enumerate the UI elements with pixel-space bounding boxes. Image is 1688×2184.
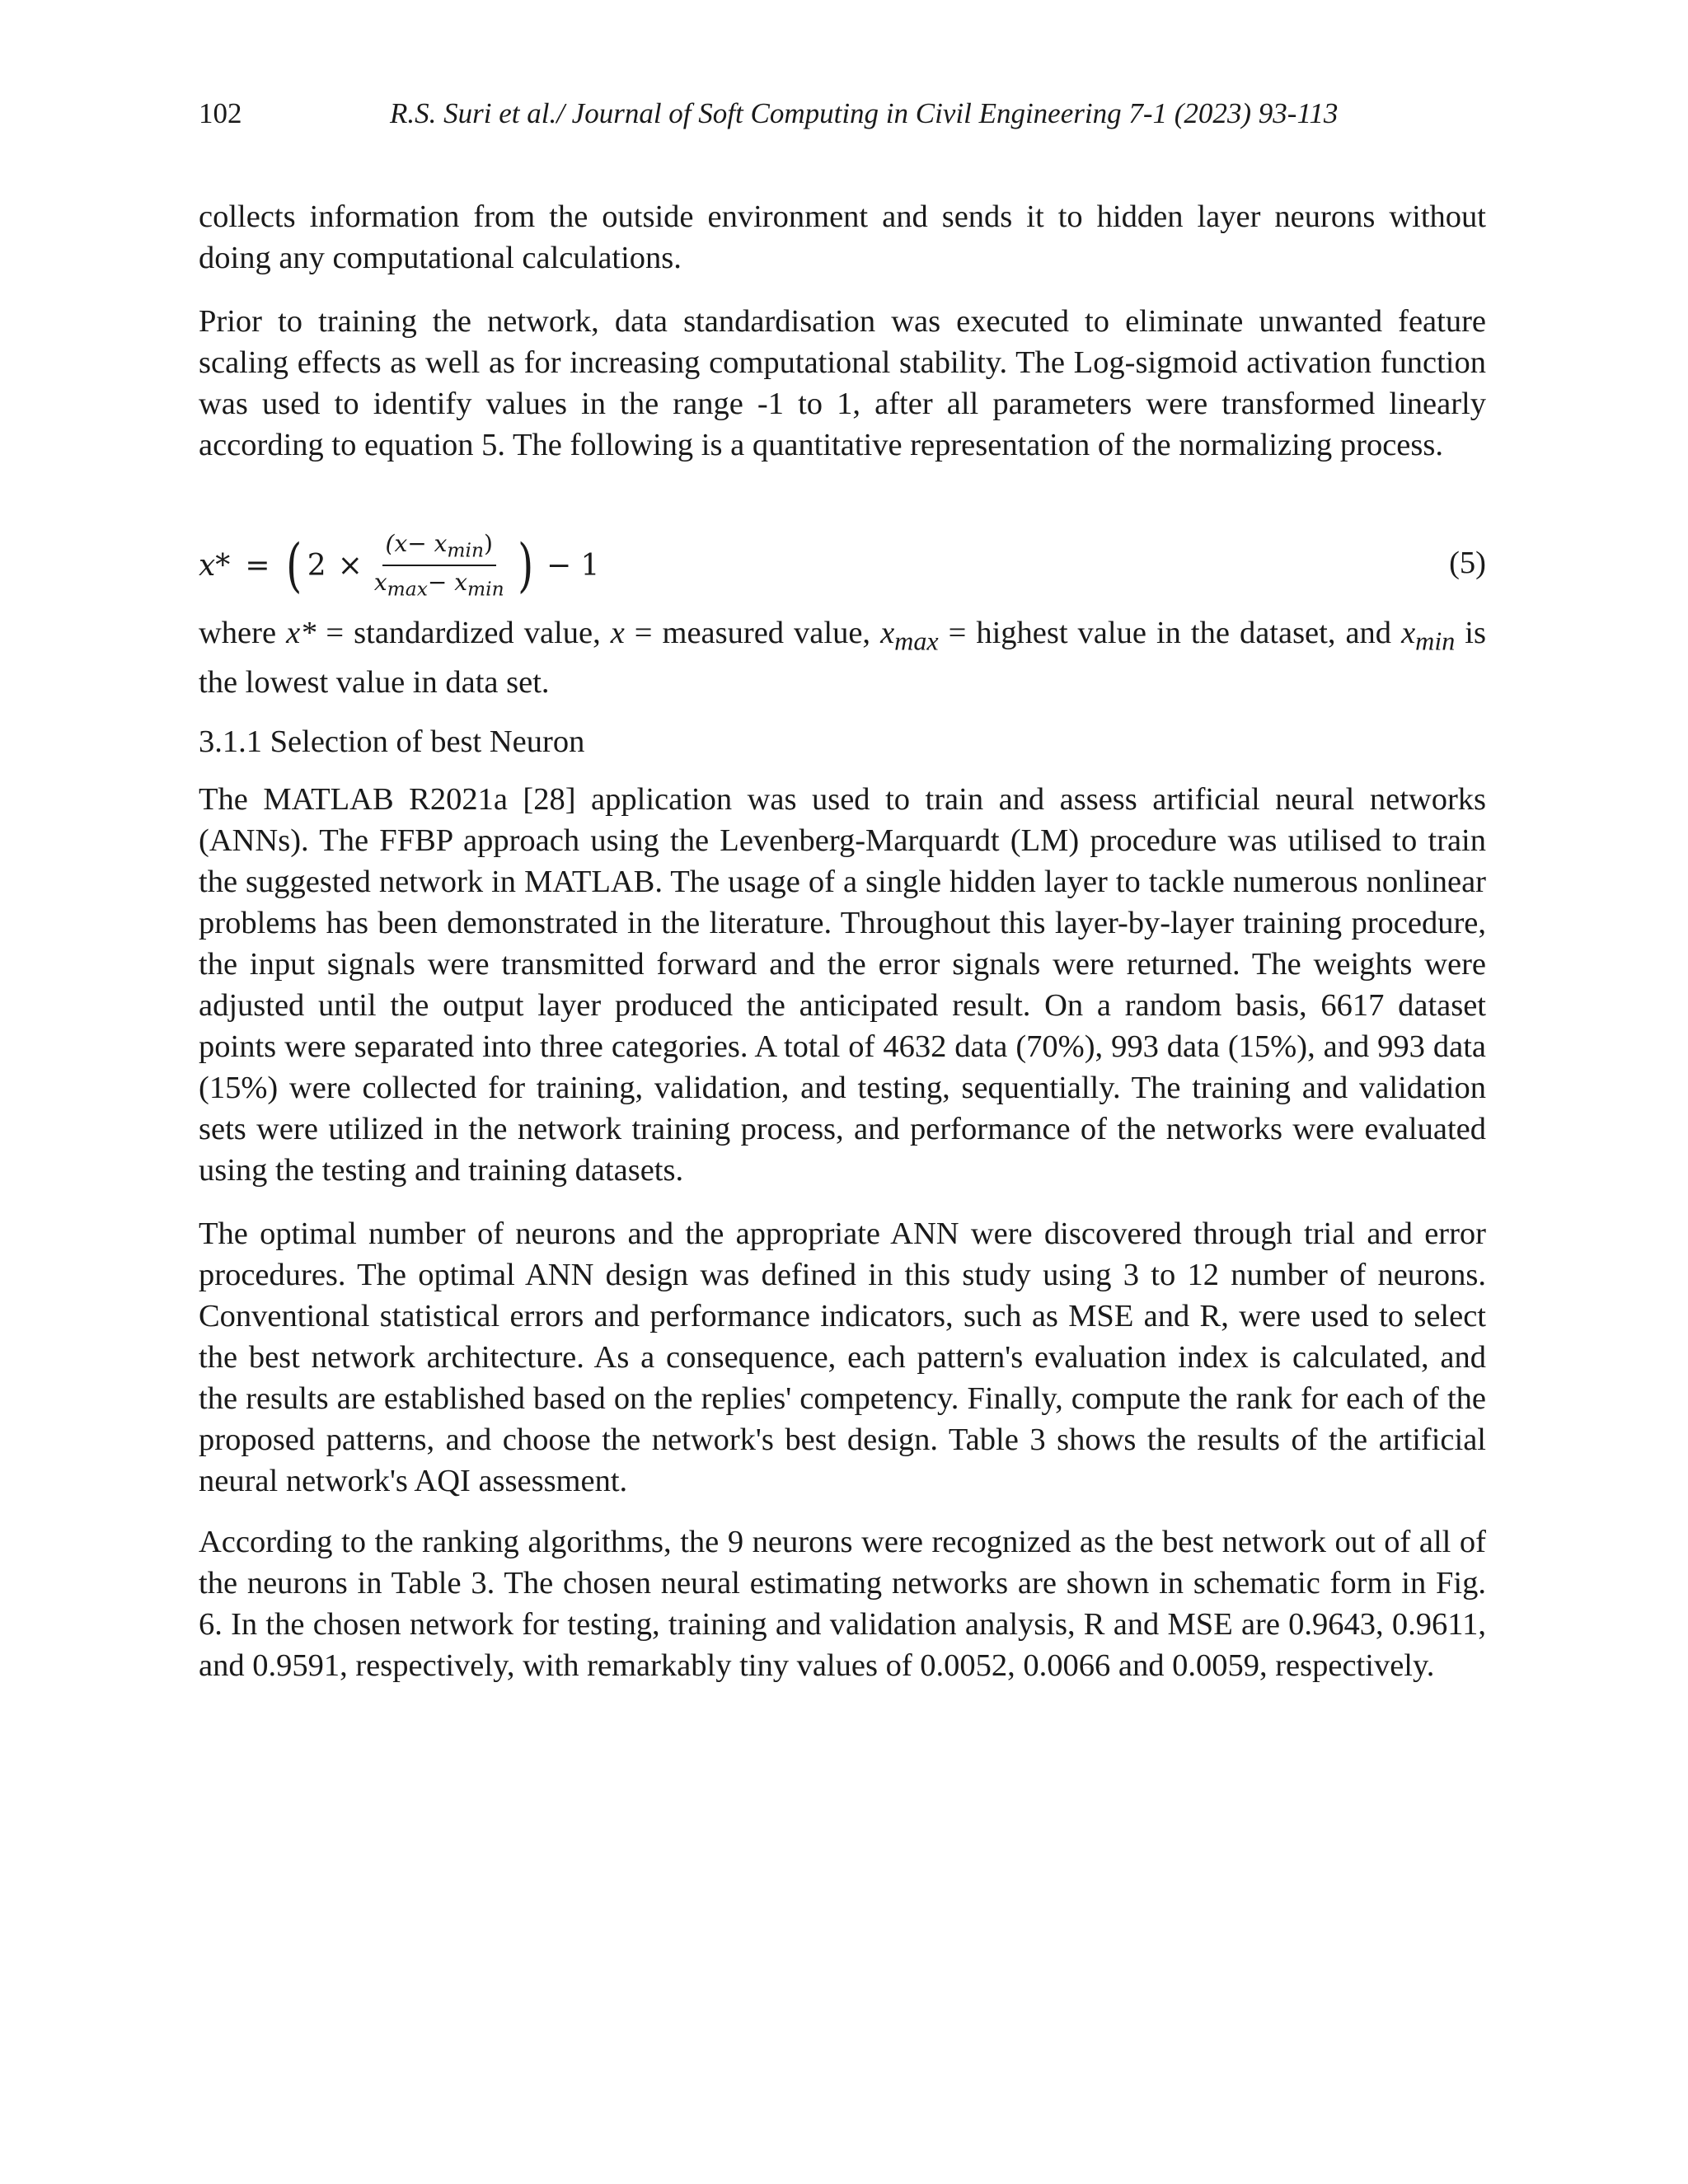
eq-open-paren: (	[286, 532, 302, 599]
eq-denominator-sub-max: max	[387, 577, 428, 601]
where-text: = highest value in the dataset, and	[938, 616, 1402, 650]
eq-times: ×	[337, 548, 363, 583]
section-heading: 3.1.1 Selection of best Neuron	[199, 724, 585, 759]
paragraph-text: Prior to training the network, data standardisation was executed to eliminate unwanted feature scaling effects as well as for increasing computational stability. The Log-sigmoid activation function was used to identify values in the range -1 to 1, after all parameters were transformed linearly according to equation 5. The following is a quantitative representation of the normalizing process.	[199, 304, 1486, 462]
equation-number: (5)	[1449, 546, 1486, 580]
paragraph-matlab	[199, 779, 1486, 1191]
equation-expression	[199, 524, 599, 607]
paragraph-text	[199, 612, 1486, 703]
eq-denominator-sub-min: min	[467, 577, 504, 601]
paragraph-continuation	[199, 196, 1486, 279]
where-sub: min	[1415, 626, 1456, 656]
equation-5	[199, 524, 1486, 607]
paragraph-text: The MATLAB R2021a [28] application was used to train and assess artificial neural networks (ANNs). The FFBP approach using the Levenberg-Marquardt (LM) procedure was utilised to train the suggested network in MATLAB. The usage of a single hidden layer to tackle numerous nonlinear problems has been demonstrated in the literature. Throughout this layer-by-layer training procedure, the input signals were transmitted forward and the error signals were returned. The weights were adjusted until the output layer produced the anticipated result. On a random basis, 6617 dataset points were separated into three categories. A total of 4632 data (70%), 993 data (15%), and 993 data (15%) were collected for training, validation, and testing, sequentially. The training and validation sets were utilized in the network training process, and performance of the networks were evaluated using the testing and training datasets.	[199, 782, 1486, 1188]
paragraph-text: The optimal number of neurons and the appropriate ANN were discovered through trial and error procedures. The optimal ANN design was defined in this study using 3 to 12 number of neurons. Conventional statistical errors and performance indicators, such as MSE and R, were used to select the best network architecture. As a consequence, each pattern's evaluation index is calculated, and the results are established based on the replies' competency. Finally, compute the rank for each of the proposed patterns, and choose the network's best design. Table 3 shows the results of the artificial neural network's AQI assessment.	[199, 1216, 1486, 1498]
eq-numerator-close: )	[484, 530, 493, 558]
page-number: 102	[199, 97, 242, 129]
eq-denominator-x: x	[373, 569, 387, 596]
where-sub: max	[894, 626, 939, 656]
where-text: = measured value,	[624, 616, 881, 650]
eq-close-paren: )	[517, 532, 533, 599]
running-head: R.S. Suri et al./ Journal of Soft Computing in Civil Engineering 7-1 (2023) 93-113	[390, 97, 1339, 129]
where-var: x	[610, 616, 625, 650]
where-var: x	[1401, 616, 1416, 650]
paragraph-where	[199, 612, 1486, 703]
paragraph-standardisation	[199, 301, 1486, 466]
paragraph-text: collects information from the outside environment and sends it to hidden layer neurons without doing any computational calculations.	[199, 199, 1486, 275]
eq-tail: − 1	[546, 548, 600, 583]
eq-numerator-main: (x− x	[385, 530, 448, 558]
paragraph-optimal	[199, 1213, 1486, 1502]
where-var: x*	[286, 616, 316, 650]
eq-numerator-sub: min	[447, 539, 485, 562]
page-header	[199, 97, 1486, 138]
eq-lhs: x*	[199, 548, 231, 583]
where-text: is the lowest value in data set.	[199, 616, 1486, 700]
where-text: = standardized value,	[316, 616, 611, 650]
where-text: where	[199, 616, 287, 650]
eq-equals: =	[245, 548, 270, 583]
where-var: x	[880, 616, 895, 650]
eq-denominator-mid: − x	[427, 569, 468, 596]
eq-denominator	[371, 566, 508, 601]
eq-fraction	[371, 530, 508, 600]
paragraph-ranking	[199, 1521, 1486, 1686]
paragraph-text: According to the ranking algorithms, the 9 neurons were recognized as the best network out of all of the neurons in Table 3. The chosen neural estimating networks are shown in schematic form in Fig. 6. In the chosen network for testing, training and validation analysis, R and MSE are 0.9643, 0.9611, and 0.9591, respectively, with remarkably tiny values of 0.0052, 0.0066 and 0.0059, respectively.	[199, 1525, 1486, 1683]
eq-numerator	[382, 530, 496, 566]
eq-coefficient: 2	[307, 548, 326, 583]
